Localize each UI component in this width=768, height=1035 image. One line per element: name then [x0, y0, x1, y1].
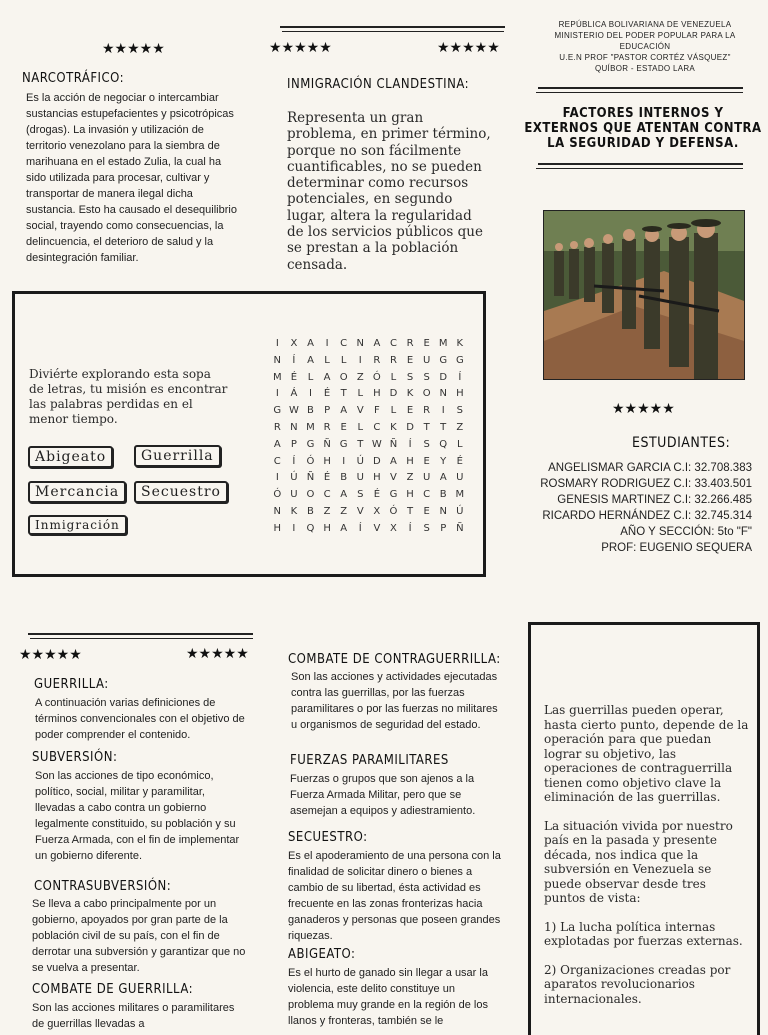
grid-cell[interactable]: U: [290, 489, 298, 501]
grid-cell[interactable]: M: [455, 489, 465, 501]
grid-row: [269, 506, 468, 523]
side-paragraph: 2) Organizaciones creadas por aparatos revolucionarios internacionales.: [544, 962, 731, 1006]
grid-cell[interactable]: R: [423, 405, 431, 417]
grid-cell[interactable]: W: [288, 405, 299, 417]
grid-cell[interactable]: P: [324, 405, 331, 417]
grid-cell[interactable]: I: [309, 388, 312, 400]
grid-row: [269, 523, 468, 540]
grid-cell[interactable]: Q: [439, 438, 448, 450]
grid-cell[interactable]: É: [456, 455, 463, 467]
rating-stars: ★★★★★: [437, 40, 500, 56]
grid-cell[interactable]: É: [323, 388, 331, 400]
grid-cell[interactable]: N: [273, 354, 282, 366]
side-paragraph: 1) La lucha política internas explotadas por fuerzas externas.: [544, 919, 743, 948]
grid-cell[interactable]: T: [423, 421, 430, 433]
grid-cell[interactable]: C: [340, 338, 348, 349]
section-heading: COMBATE DE GUERRILLA:: [32, 982, 194, 997]
grid-cell[interactable]: R: [373, 354, 381, 366]
grid-cell[interactable]: A: [390, 455, 397, 467]
grid-cell[interactable]: U: [356, 472, 364, 484]
grid-cell[interactable]: F: [373, 405, 380, 417]
grid-cell[interactable]: Í: [408, 522, 412, 534]
rating-stars: ★★★★★: [612, 401, 675, 417]
grid-cell[interactable]: E: [423, 455, 430, 467]
student-line: AÑO Y SECCIÓN: 5to "F": [620, 526, 752, 538]
grid-cell[interactable]: Z: [340, 505, 348, 517]
side-paragraph: La situación vivida por nuestro país en la pasada y presente década, nos indica que la subversión en Venezuela se puede observar desde tres puntos de vista:: [544, 818, 733, 905]
grid-cell[interactable]: Í: [358, 522, 362, 534]
grid-cell[interactable]: G: [389, 489, 398, 501]
student-line: ROSMARY RODRIGUEZ C.I: 33.403.501: [540, 478, 752, 490]
grid-cell[interactable]: N: [273, 505, 282, 517]
grid-cell[interactable]: H: [406, 455, 414, 467]
grid-cell[interactable]: X: [290, 338, 298, 349]
grid-cell[interactable]: G: [273, 405, 282, 417]
grid-cell[interactable]: B: [439, 489, 447, 501]
section-text: Son las acciones de tipo económico, político, social, militar y paramilitar, llevadas a cabo contra un gobierno legalmente constituido, su población y su Fuerza Armada, con el fin de implementar un gobierno diferente.: [35, 770, 240, 862]
grid-cell[interactable]: E: [406, 354, 414, 366]
grid-cell[interactable]: K: [456, 338, 464, 349]
grid-cell[interactable]: H: [406, 489, 414, 501]
grid-cell[interactable]: M: [272, 371, 282, 383]
section-text: Son las acciones militares o paramilitares de guerrillas llevadas a: [32, 1002, 235, 1030]
grid-cell[interactable]: O: [422, 388, 431, 400]
grid-cell[interactable]: R: [389, 354, 397, 366]
grid-cell[interactable]: C: [273, 455, 281, 467]
grid-cell[interactable]: N: [439, 505, 447, 517]
soldiers-photo: [543, 210, 745, 380]
grid-cell[interactable]: G: [306, 438, 315, 450]
grid-cell[interactable]: S: [423, 522, 430, 534]
grid-cell[interactable]: M: [306, 421, 315, 433]
grid-cell[interactable]: H: [273, 522, 282, 534]
grid-cell[interactable]: G: [455, 354, 464, 366]
divider: [282, 31, 504, 32]
rating-stars: ★★★★★: [19, 647, 82, 663]
grid-cell[interactable]: L: [357, 388, 364, 400]
section-text: Son las acciones y actividades ejecutadas contra las guerrillas, por las fuerzas paramilitares o por las fuerzas no militares u organismos de seguridad del estado.: [291, 671, 498, 731]
grid-cell[interactable]: H: [323, 522, 331, 534]
grid-cell[interactable]: N: [290, 421, 298, 433]
school-line: MINISTERIO DEL PODER POPULAR PARA LA EDUCACIÓN: [554, 31, 736, 51]
grid-cell[interactable]: A: [307, 354, 314, 366]
grid-cell[interactable]: S: [456, 405, 463, 417]
grid-cell[interactable]: D: [439, 371, 448, 383]
grid-cell[interactable]: B: [340, 472, 348, 484]
grid-cell[interactable]: I: [275, 338, 279, 349]
divider: [536, 92, 743, 93]
grid-cell[interactable]: H: [323, 455, 331, 467]
grid-cell[interactable]: Í: [292, 455, 296, 467]
grid-cell[interactable]: Ú: [356, 455, 364, 467]
grid-cell[interactable]: E: [340, 421, 347, 433]
grid-cell[interactable]: O: [339, 371, 348, 383]
divider: [538, 163, 743, 165]
grid-cell[interactable]: K: [390, 421, 397, 433]
grid-cell[interactable]: W: [371, 438, 382, 450]
grid-row: [269, 456, 468, 473]
grid-cell[interactable]: U: [422, 354, 431, 366]
word-abigeato[interactable]: Abigeato: [28, 446, 113, 468]
grid-cell[interactable]: S: [357, 489, 364, 501]
grid-cell[interactable]: N: [439, 388, 447, 400]
student-line: GENESIS MARTINEZ C.I: 32.266.485: [557, 494, 752, 506]
rating-stars: ★★★★★: [102, 41, 165, 57]
grid-cell[interactable]: L: [357, 421, 364, 433]
grid-cell[interactable]: G: [439, 354, 448, 366]
side-paragraph: Las guerrillas pueden operar, hasta cierto punto, depende de la operación para que puedan lograr su objetivo, las operaciones de contraguerrilla tienen como objetivo clave la eliminación de las guerrillas.: [544, 703, 749, 804]
grid-cell[interactable]: E: [423, 505, 430, 517]
grid-cell[interactable]: É: [323, 472, 331, 484]
student-line: PROF: EUGENIO SEQUERA: [601, 542, 752, 554]
grid-cell[interactable]: C: [323, 489, 331, 501]
grid-cell[interactable]: Ñ: [306, 472, 315, 484]
section-heading: FUERZAS PARAMILITARES: [290, 753, 449, 768]
grid-cell[interactable]: É: [373, 489, 381, 501]
grid-cell[interactable]: T: [440, 421, 447, 433]
grid-cell[interactable]: I: [325, 338, 329, 349]
section-heading: ESTUDIANTES:: [632, 435, 731, 451]
grid-cell[interactable]: N: [356, 338, 364, 349]
grid-cell[interactable]: C: [389, 338, 397, 349]
grid-row: [269, 405, 468, 422]
grid-cell[interactable]: I: [358, 354, 362, 366]
grid-row: [269, 338, 468, 355]
grid-cell[interactable]: Z: [356, 371, 364, 383]
grid-cell[interactable]: U: [456, 472, 464, 484]
word-mercancia[interactable]: Mercancia: [28, 481, 126, 503]
grid-cell[interactable]: Ó: [372, 371, 381, 383]
grid-cell[interactable]: Q: [306, 522, 315, 534]
grid-cell[interactable]: Í: [458, 371, 462, 383]
grid-cell[interactable]: P: [440, 522, 447, 534]
divider: [536, 168, 743, 169]
grid-cell[interactable]: A: [323, 371, 331, 383]
section-text: A continuación varias definiciones de términos convencionales con el objetivo de poder comprender el contenido.: [35, 697, 245, 741]
section-heading: SECUESTRO:: [288, 830, 368, 845]
grid-cell[interactable]: Ú: [456, 505, 464, 517]
side-info-content: [544, 703, 749, 1006]
grid-cell[interactable]: V: [373, 522, 381, 534]
grid-cell[interactable]: A: [439, 472, 447, 484]
grid-cell[interactable]: Z: [406, 472, 414, 484]
grid-cell[interactable]: L: [390, 405, 397, 417]
grid-cell[interactable]: H: [373, 472, 381, 484]
section-text: Se lleva a cabo principalmente por un gobierno, apoyados por gran parte de la población civil de su país, con el fin de derrotar una subversión y garantizar que no se vuelva a presentar.: [32, 898, 246, 974]
divider: [30, 638, 253, 639]
grid-cell[interactable]: Ñ: [323, 438, 331, 450]
grid-cell[interactable]: L: [390, 371, 397, 383]
grid-cell[interactable]: L: [457, 438, 463, 450]
grid-cell[interactable]: O: [306, 489, 315, 501]
grid-cell[interactable]: A: [340, 489, 348, 501]
grid-cell[interactable]: P: [290, 438, 297, 450]
section-text: Es el apoderamiento de una persona con la finalidad de solicitar dinero o bienes a cambio de su libertad, ésta actividad es frecuente en las zonas fronterizas hacia ganaderos y personas que poseen grandes riquezas.: [288, 850, 501, 942]
divider: [280, 26, 505, 28]
grid-cell[interactable]: I: [292, 522, 296, 534]
grid-cell[interactable]: S: [423, 371, 430, 383]
grid-cell[interactable]: Ó: [389, 505, 398, 517]
grid-cell[interactable]: R: [406, 338, 414, 349]
grid-cell[interactable]: Ú: [290, 472, 298, 484]
rating-stars: ★★★★★: [186, 646, 249, 662]
grid-cell[interactable]: G: [339, 438, 348, 450]
grid-cell[interactable]: Ó: [306, 455, 315, 467]
section-heading: COMBATE DE CONTRAGUERRILLA:: [288, 652, 501, 667]
grid-cell[interactable]: D: [373, 455, 381, 467]
divider: [28, 633, 253, 635]
grid-cell[interactable]: B: [307, 405, 314, 417]
section-heading: CONTRASUBVERSIÓN:: [34, 879, 172, 894]
school-line: REPÚBLICA BOLIVARIANA DE VENEZUELA: [558, 20, 732, 29]
grid-cell[interactable]: I: [275, 472, 279, 484]
grid-cell[interactable]: Ñ: [456, 522, 464, 534]
grid-cell[interactable]: Z: [456, 421, 464, 433]
grid-cell[interactable]: Y: [440, 455, 447, 467]
grid-cell[interactable]: É: [290, 371, 298, 383]
grid-row: [269, 472, 468, 489]
grid-cell[interactable]: D: [406, 421, 414, 433]
grid-cell[interactable]: Í: [292, 354, 296, 366]
grid-cell[interactable]: T: [406, 505, 414, 517]
page-title: FACTORES INTERNOS Y EXTERNOS QUE ATENTAN CONTRA LA SEGURIDAD Y DEFENSA.: [524, 106, 762, 151]
grid-cell[interactable]: A: [373, 338, 381, 349]
grid-cell[interactable]: B: [307, 505, 314, 517]
section-heading: INMIGRACIÓN CLANDESTINA:: [287, 77, 470, 92]
rating-stars: ★★★★★: [269, 40, 332, 56]
section-heading: NARCOTRÁFICO:: [22, 71, 125, 86]
grid-cell[interactable]: Í: [408, 438, 412, 450]
student-list: [520, 460, 752, 556]
grid-row: [269, 439, 468, 456]
grid-cell[interactable]: A: [340, 405, 348, 417]
grid-cell[interactable]: M: [438, 338, 448, 349]
section-text: Es la acción de negociar o intercambiar sustancias estupefacientes y psicotrópicas (drogas). La invasión y utilización de territorio venezolano para la siembra de marihuana en el estado Zulia, la cual ha sido utilizada para procesar, cultivar y transportar de manera ilegal dicha sustancia. Esto ha causado el desequilibrio social, trayendo como consecuencias, la delincuencia, el deterioro de salud y la desintegración familiar.: [26, 92, 237, 264]
grid-cell[interactable]: L: [324, 354, 330, 366]
word-inmigracion[interactable]: Inmigración: [28, 515, 127, 535]
grid-cell[interactable]: D: [389, 388, 398, 400]
school-header: [530, 19, 760, 74]
grid-row: [269, 388, 468, 405]
grid-cell[interactable]: X: [390, 522, 397, 534]
grid-cell[interactable]: E: [406, 405, 414, 417]
grid-cell[interactable]: X: [373, 505, 381, 517]
grid-cell[interactable]: K: [406, 388, 414, 400]
grid-cell[interactable]: Á: [290, 388, 298, 400]
grid-cell[interactable]: S: [406, 371, 414, 383]
divider: [538, 87, 743, 89]
school-line: QUÍBOR - ESTADO LARA: [594, 64, 696, 73]
grid-cell[interactable]: R: [273, 421, 281, 433]
grid-row: [269, 489, 468, 506]
grid-cell[interactable]: A: [273, 438, 281, 450]
grid-cell[interactable]: T: [357, 438, 364, 450]
grid-cell[interactable]: V: [356, 405, 364, 417]
grid-cell[interactable]: R: [323, 421, 331, 433]
section-text: Fuerzas o grupos que son ajenos a la Fuerza Armada Militar, pero que se asemejan a equipos y adiestramiento.: [290, 773, 476, 817]
word-secuestro[interactable]: Secuestro: [134, 481, 228, 503]
grid-cell[interactable]: T: [340, 388, 347, 400]
grid-cell[interactable]: L: [340, 354, 347, 366]
section-heading: SUBVERSIÓN:: [32, 750, 118, 765]
grid-cell[interactable]: V: [356, 505, 364, 517]
student-line: RICARDO HERNÁNDEZ C.I: 32.745.314: [542, 510, 752, 522]
grid-cell[interactable]: Ó: [273, 489, 282, 501]
grid-row: [269, 372, 468, 389]
soldiers-photo-illustration: [544, 211, 744, 379]
grid-cell[interactable]: C: [373, 421, 381, 433]
section-heading: ABIGEATO:: [288, 947, 356, 962]
grid-cell[interactable]: V: [390, 472, 397, 484]
school-line: U.E.N PROF "PASTOR CORTÉZ VÁSQUEZ": [559, 53, 731, 62]
grid-cell[interactable]: L: [307, 371, 314, 383]
grid-cell[interactable]: S: [423, 438, 430, 450]
grid-cell[interactable]: U: [422, 472, 431, 484]
grid-cell[interactable]: Z: [323, 505, 331, 517]
puzzle-intro: Diviérte explorando esta sopa de letras, tu misión es encontrar las palabras perdidas en el menor tiempo.: [29, 367, 228, 426]
student-line: ANGELISMAR GARCIA C.I: 32.708.383: [548, 462, 752, 474]
grid-cell[interactable]: A: [340, 522, 348, 534]
grid-cell[interactable]: H: [456, 388, 464, 400]
grid-cell[interactable]: I: [441, 405, 445, 417]
letter-grid: [269, 338, 468, 540]
section-text: Representa un gran problema, en primer término, porque no son fácilmente cuantificables, no se pueden determinar como recursos potenciales, en segundo lugar, altera la regularidad de los servicios públicos que se prestan a la población censada.: [287, 110, 491, 273]
word-guerrilla[interactable]: Guerrilla: [134, 445, 221, 467]
grid-cell[interactable]: I: [275, 388, 279, 400]
grid-cell[interactable]: H: [373, 388, 381, 400]
grid-cell[interactable]: Ñ: [389, 438, 398, 450]
grid-cell[interactable]: C: [423, 489, 431, 501]
grid-cell[interactable]: I: [342, 455, 346, 467]
section-text: Es el hurto de ganado sin llegar a usar la violencia, este delito constituye un problema muy grande en la región de los llanos y fronteras, también se le: [288, 967, 488, 1027]
grid-cell[interactable]: E: [423, 338, 430, 349]
section-heading: GUERRILLA:: [34, 677, 109, 692]
grid-row: [269, 422, 468, 439]
grid-cell[interactable]: A: [307, 338, 314, 349]
grid-cell[interactable]: K: [290, 505, 298, 517]
grid-row: [269, 355, 468, 372]
